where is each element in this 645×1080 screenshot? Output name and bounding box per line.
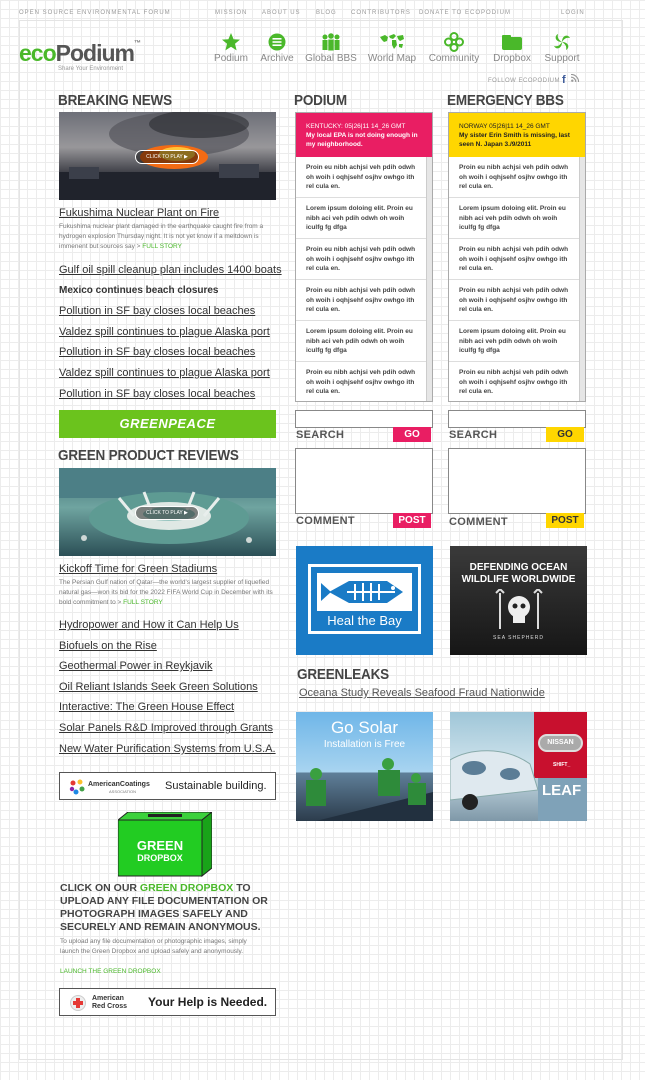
solar-workers-image <box>296 752 433 821</box>
nav-mission[interactable]: MISSION <box>215 10 248 16</box>
follow-label: FOLLOW ECOPODIUM <box>488 78 561 84</box>
archive-icon <box>263 32 291 52</box>
mainnav-podium[interactable]: Podium <box>201 32 261 64</box>
facebook-icon[interactable]: f <box>562 74 566 86</box>
news-link[interactable]: Valdez spill continues to plague Alaska port <box>59 326 270 338</box>
feed-item[interactable]: Proin eu nibh achjsi veh pdih odwh oh woih i oqhjsehf osjhv owhgo ith rel cula en. <box>296 157 432 198</box>
sea-shepherd-ad[interactable]: DEFENDING OCEAN WILDLIFE WORLDWIDE SEA SHEPHERD <box>450 546 587 655</box>
rss-icon[interactable] <box>571 74 579 85</box>
dropbox-body: To upload any file documentation or photographic images, simply launch the Green Dropbox and upload safely and anonymously. <box>60 938 247 955</box>
podium-comment-input[interactable] <box>295 448 433 514</box>
emergency-search-input[interactable] <box>448 410 586 428</box>
podium-comment-label: COMMENT <box>296 515 355 527</box>
skull-icon <box>494 589 544 633</box>
feed-item[interactable]: Proin eu nibh achjsi veh pdih odwh oh woih i oqhjsehf osjhv owhgo ith rel cula en. <box>306 369 416 395</box>
green-dropbox-graphic[interactable]: GREEN DROPBOX <box>118 812 212 878</box>
feed-item[interactable]: Proin eu nibh achjsi veh pdih odwh oh woih i oqhjsehf osjhv owhgo ith rel cula en. <box>449 239 585 280</box>
emergency-search-label: SEARCH <box>449 429 498 441</box>
nav-about[interactable]: ABOUT US <box>262 10 301 16</box>
login-link[interactable]: LOGIN <box>561 10 585 16</box>
mainnav-dropbox[interactable]: Dropbox <box>482 32 542 64</box>
full-story-link[interactable]: FULL STORY <box>142 243 182 250</box>
review-link[interactable]: Solar Panels R&D Improved through Grants <box>59 722 273 734</box>
breaking-headline[interactable]: Fukushima Nuclear Plant on Fire <box>59 207 220 219</box>
emergency-comment-label: COMMENT <box>449 516 508 528</box>
dropbox-icon <box>498 32 526 52</box>
community-icon <box>440 32 468 52</box>
breaking-excerpt: Fukushima nuclear plant damaged in the earthquake caught fire from a hydrogen explosion Thursday night. It is not yet know if a meltdown is immenent but sources say > FULL STORY <box>59 223 264 250</box>
mainnav-world-map[interactable]: World Map <box>362 32 422 64</box>
mainnav-support[interactable]: Support <box>532 32 592 64</box>
sponsor-name: AmericanCoatings <box>88 781 150 788</box>
support-icon <box>548 32 576 52</box>
news-link[interactable]: Pollution in SF bay closes local beaches <box>59 388 256 400</box>
review-link[interactable]: Geothermal Power in Reykjavik <box>59 660 213 672</box>
site-label: OPEN SOURCE ENVIRONMENTAL FORUM <box>19 10 171 16</box>
greenleaks-title: GREENLEAKS <box>297 666 389 683</box>
nav-contributors[interactable]: CONTRIBUTORS <box>351 10 411 16</box>
reviews-headline[interactable]: Kickoff Time for Green Stadiums <box>59 563 218 575</box>
world-map-icon <box>378 32 406 52</box>
news-link[interactable]: Valdez spill continues to plague Alaska port <box>59 367 270 379</box>
review-link[interactable]: Biofuels on the Rise <box>59 640 157 652</box>
emergency-comment-input[interactable] <box>448 448 586 514</box>
review-link[interactable]: Oil Reliant Islands Seek Green Solutions <box>59 681 258 693</box>
podium-search-label: SEARCH <box>296 429 345 441</box>
go-solar-ad[interactable]: Go Solar Installation is Free <box>296 712 433 821</box>
podium-featured-post[interactable]: KENTUCKY: 05|26|11 14_26 GMT My local EPA is not doing enough in my neighborhood. <box>296 113 432 157</box>
people-icon <box>317 32 345 52</box>
greenleaks-link[interactable]: Oceana Study Reveals Seafood Fraud Nationwide <box>299 687 545 699</box>
review-link[interactable]: Interactive: The Green House Effect <box>59 701 235 713</box>
car-image <box>450 740 540 810</box>
news-link[interactable]: Gulf oil spill cleanup plan includes 1400 boats <box>59 264 282 276</box>
play-button[interactable]: CLICK TO PLAY ▶ <box>135 150 199 164</box>
news-link[interactable]: Pollution in SF bay closes local beaches <box>59 305 256 317</box>
sponsor-logo-icon <box>69 779 85 795</box>
emergency-post-button[interactable]: POST <box>546 513 584 528</box>
emergency-title: EMERGENCY BBS <box>447 92 564 109</box>
podium-feed[interactable] <box>295 112 433 402</box>
heal-the-bay-text: Heal the Bay <box>327 613 402 628</box>
redcross-banner[interactable]: American Red Cross Your Help is Needed. <box>59 988 276 1016</box>
emergency-go-button[interactable]: GO <box>546 427 584 442</box>
feed-item[interactable]: Proin eu nibh achjsi veh pdih odwh oh woih i oqhjsehf osjhv owhgo ith rel cula en. <box>459 369 569 395</box>
podium-search-input[interactable] <box>295 410 433 428</box>
logo[interactable]: ecoPodium™ <box>19 40 140 66</box>
feed-item[interactable]: Proin eu nibh achjsi veh pdih odwh oh woih i oqhjsehf osjhv owhgo ith rel cula en. <box>449 280 585 321</box>
feed-item[interactable]: Lorem ipsum doloing elit. Proin eu nibh aci veh pdih odwh oh woih iculfg fg dfga <box>296 198 432 239</box>
emergency-featured-post[interactable]: NORWAY 05|26|11 14_26 GMT My sister Erin Smith is missing, last seen N. Japan 3./9/2011 <box>449 113 585 157</box>
reviews-title: GREEN PRODUCT REVIEWS <box>58 447 239 464</box>
emergency-scrollbar[interactable] <box>579 157 585 401</box>
review-link[interactable]: Hydropower and How it Can Help Us <box>59 619 239 631</box>
feed-item[interactable]: Proin eu nibh achjsi veh pdih odwh oh woih i oqhjsehf osjhv owhgo ith rel cula en. <box>296 239 432 280</box>
launch-dropbox-link[interactable]: LAUNCH THE GREEN DROPBOX <box>60 968 161 975</box>
dropbox-heading: CLICK ON OUR GREEN DROPBOX TO UPLOAD ANY FILE DOCUMENTATION OR PHOTOGRAPH IMAGES SAFELY AND SECURELY AND REMAIN ANONYMOUS. <box>60 882 268 933</box>
feed-item[interactable]: Proin eu nibh achjsi veh pdih odwh oh woih i oqhjsehf osjhv owhgo ith rel cula en. <box>449 157 585 198</box>
red-cross-icon <box>70 995 86 1011</box>
review-link[interactable]: New Water Purification Systems from U.S.A. <box>59 743 276 755</box>
redcross-tagline: Your Help is Needed. <box>148 995 268 1009</box>
mainnav-community[interactable]: Community <box>424 32 484 64</box>
news-link[interactable]: Mexico continues beach closures <box>59 285 219 296</box>
nissan-leaf-ad[interactable]: NISSAN SHIFT_ LEAF <box>450 712 587 821</box>
nav-donate[interactable]: DONATE TO ECOPODIUM <box>419 10 512 16</box>
play-button[interactable]: CLICK TO PLAY ▶ <box>135 506 199 520</box>
breaking-video[interactable] <box>59 112 276 200</box>
sponsor-tagline: Sustainable building. <box>165 780 267 792</box>
nav-blog[interactable]: BLOG <box>316 10 337 16</box>
fish-skeleton-icon <box>317 573 412 611</box>
greenpeace-banner[interactable]: GREENPEACE <box>59 410 276 438</box>
feed-item[interactable]: Lorem ipsum doloing elit. Proin eu nibh aci veh pdih odwh oh woih iculfg fg dfga <box>296 321 432 362</box>
feed-item[interactable]: Lorem ipsum doloing elit. Proin eu nibh aci veh pdih odwh oh woih iculfg fg dfga <box>449 198 585 239</box>
nissan-logo: NISSAN <box>538 734 583 752</box>
full-story-link[interactable]: FULL STORY <box>123 599 163 606</box>
podium-go-button[interactable]: GO <box>393 427 431 442</box>
feed-item[interactable]: Proin eu nibh achjsi veh pdih odwh oh woih i oqhjsehf osjhv owhgo ith rel cula en. <box>296 280 432 321</box>
emergency-feed[interactable] <box>448 112 586 402</box>
news-link[interactable]: Pollution in SF bay closes local beaches <box>59 346 256 358</box>
podium-scrollbar[interactable] <box>426 157 432 401</box>
reviews-excerpt: The Persian Gulf nation of Qatar—the world's largest supplier of liquefied natural gas—won its bid for the 2022 FIFA World Cup in December with its bold commitment to > FULL STORY <box>59 579 273 606</box>
mainnav-archive[interactable]: Archive <box>247 32 307 64</box>
sponsor-banner[interactable] <box>59 772 276 800</box>
podium-post-button[interactable]: POST <box>393 513 431 528</box>
heal-the-bay-ad[interactable] <box>296 546 433 655</box>
mainnav-global-bbs[interactable]: Global BBS <box>301 32 361 64</box>
tagline: Share Your Environment <box>58 66 124 72</box>
feed-item[interactable]: Lorem ipsum doloing elit. Proin eu nibh aci veh pdih odwh oh woih iculfg fg dfga <box>449 321 585 362</box>
reviews-video[interactable] <box>59 468 276 556</box>
star-icon <box>217 32 245 52</box>
sponsor-sub: ASSOCIATION <box>109 789 137 794</box>
breaking-news-title: BREAKING NEWS <box>58 92 172 109</box>
podium-title: PODIUM <box>294 92 347 109</box>
